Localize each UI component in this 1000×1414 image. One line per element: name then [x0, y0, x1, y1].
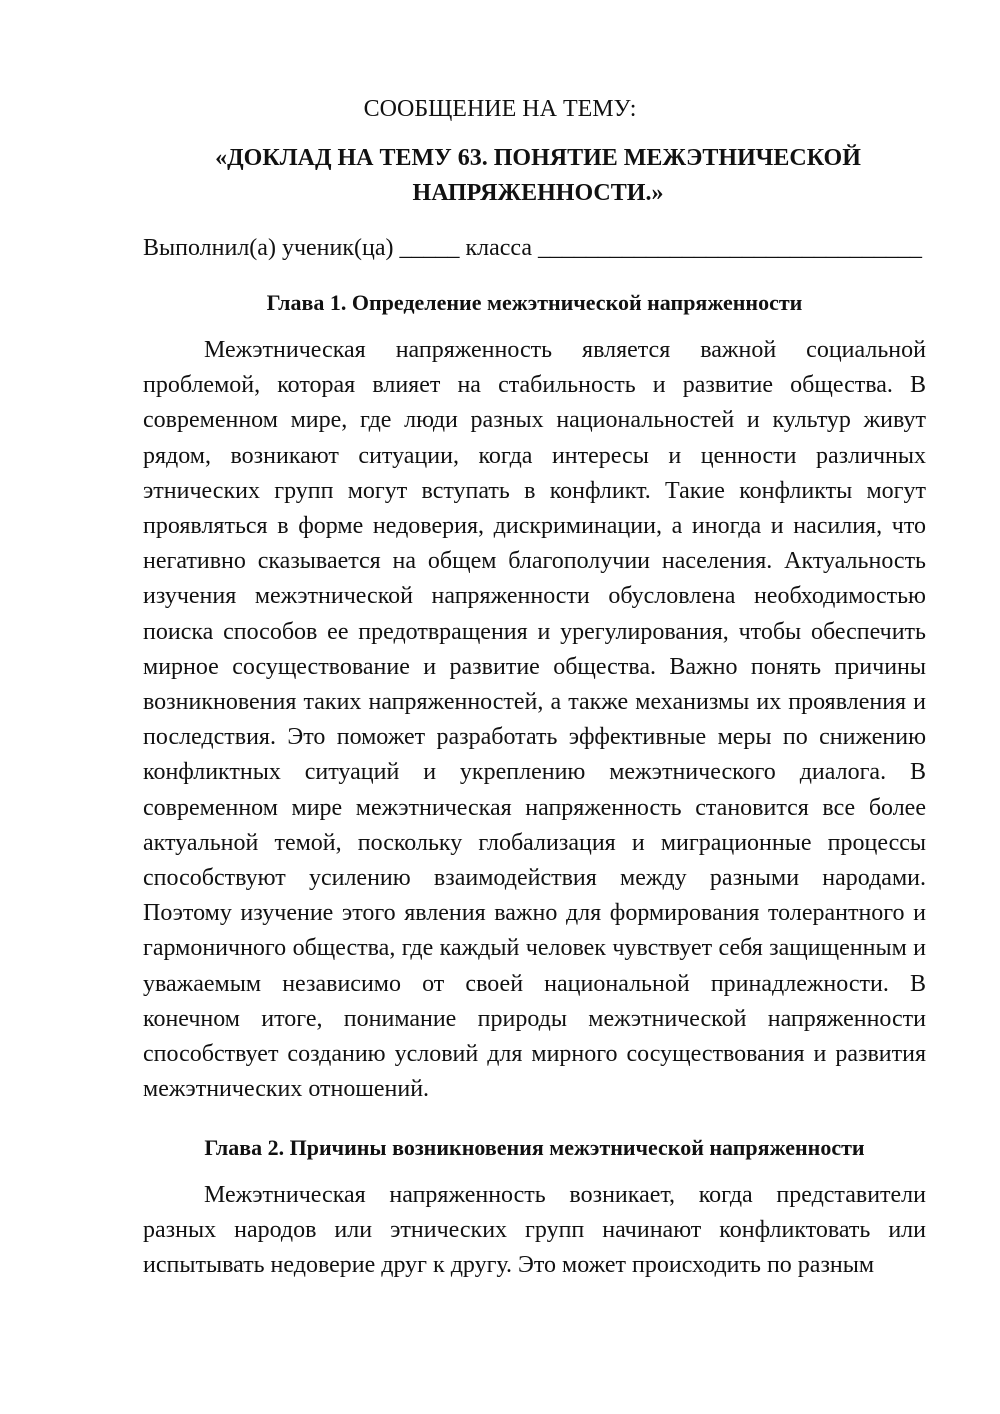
report-label: СООБЩЕНИЕ НА ТЕМУ: — [363, 96, 637, 122]
chapter-2-paragraph: Межэтническая напряженность возникает, когда представители разных народов или этнических групп начинают конфликтовать или испытывать недоверие друг к другу. Это может происходить по разным — [143, 1182, 926, 1279]
chapter-1-paragraph: Межэтническая напряженность является важной социальной проблемой, которая влияет на стабильность и развитие общества. В современном мире, где люди разных национальностей и культур живут рядом, возникают ситуации, когда интересы и ценности различных этнических групп могут вступать в конфликт. Такие конфликты могут проявляться в форме недоверия, дискриминации, а иногда и насилия, что негативно сказывается на общем благополучии населения. Актуальность изучения межэтнической напряженности обусловлена необходимостью поиска способов ее предотвращения и урегулирования, чтобы обеспечить мирное сосуществование и развитие общества. Важно понять причины возникновения таких напряженностей, а также механизмы их проявления и последствия. Это поможет разработать эффективные меры по снижению конфликтных ситуаций и укреплению межэтнического диалога. В современном мире межэтническая напряженность становится все более актуальной темой, поскольку глобализация и миграционные процессы способствуют усилению взаимодействия между разными народами. Поэтому изучение этого явления важно для формирования толерантного и гармоничного общества, где каждый человек чувствует себя защищенным и уважаемым независимо от своей национальной принадлежности. В конечном итоге, понимание природы межэтнической напряженности способствует созданию условий для мирного сосуществования и развития межэтнических отношений. — [143, 337, 926, 1103]
chapter-1-heading: Глава 1. Определение межэтнической напряженности — [266, 290, 803, 315]
author-line: Выполнил(а) ученик(ца) _____ класса ________________________________ — [143, 235, 923, 261]
report-title: «ДОКЛАД НА ТЕМУ 63. ПОНЯТИЕ МЕЖЭТНИЧЕСКОЙ НАПРЯЖЕННОСТИ.» — [215, 145, 861, 206]
chapter-2-heading: Глава 2. Причины возникновения межэтнической напряженности — [204, 1135, 865, 1160]
